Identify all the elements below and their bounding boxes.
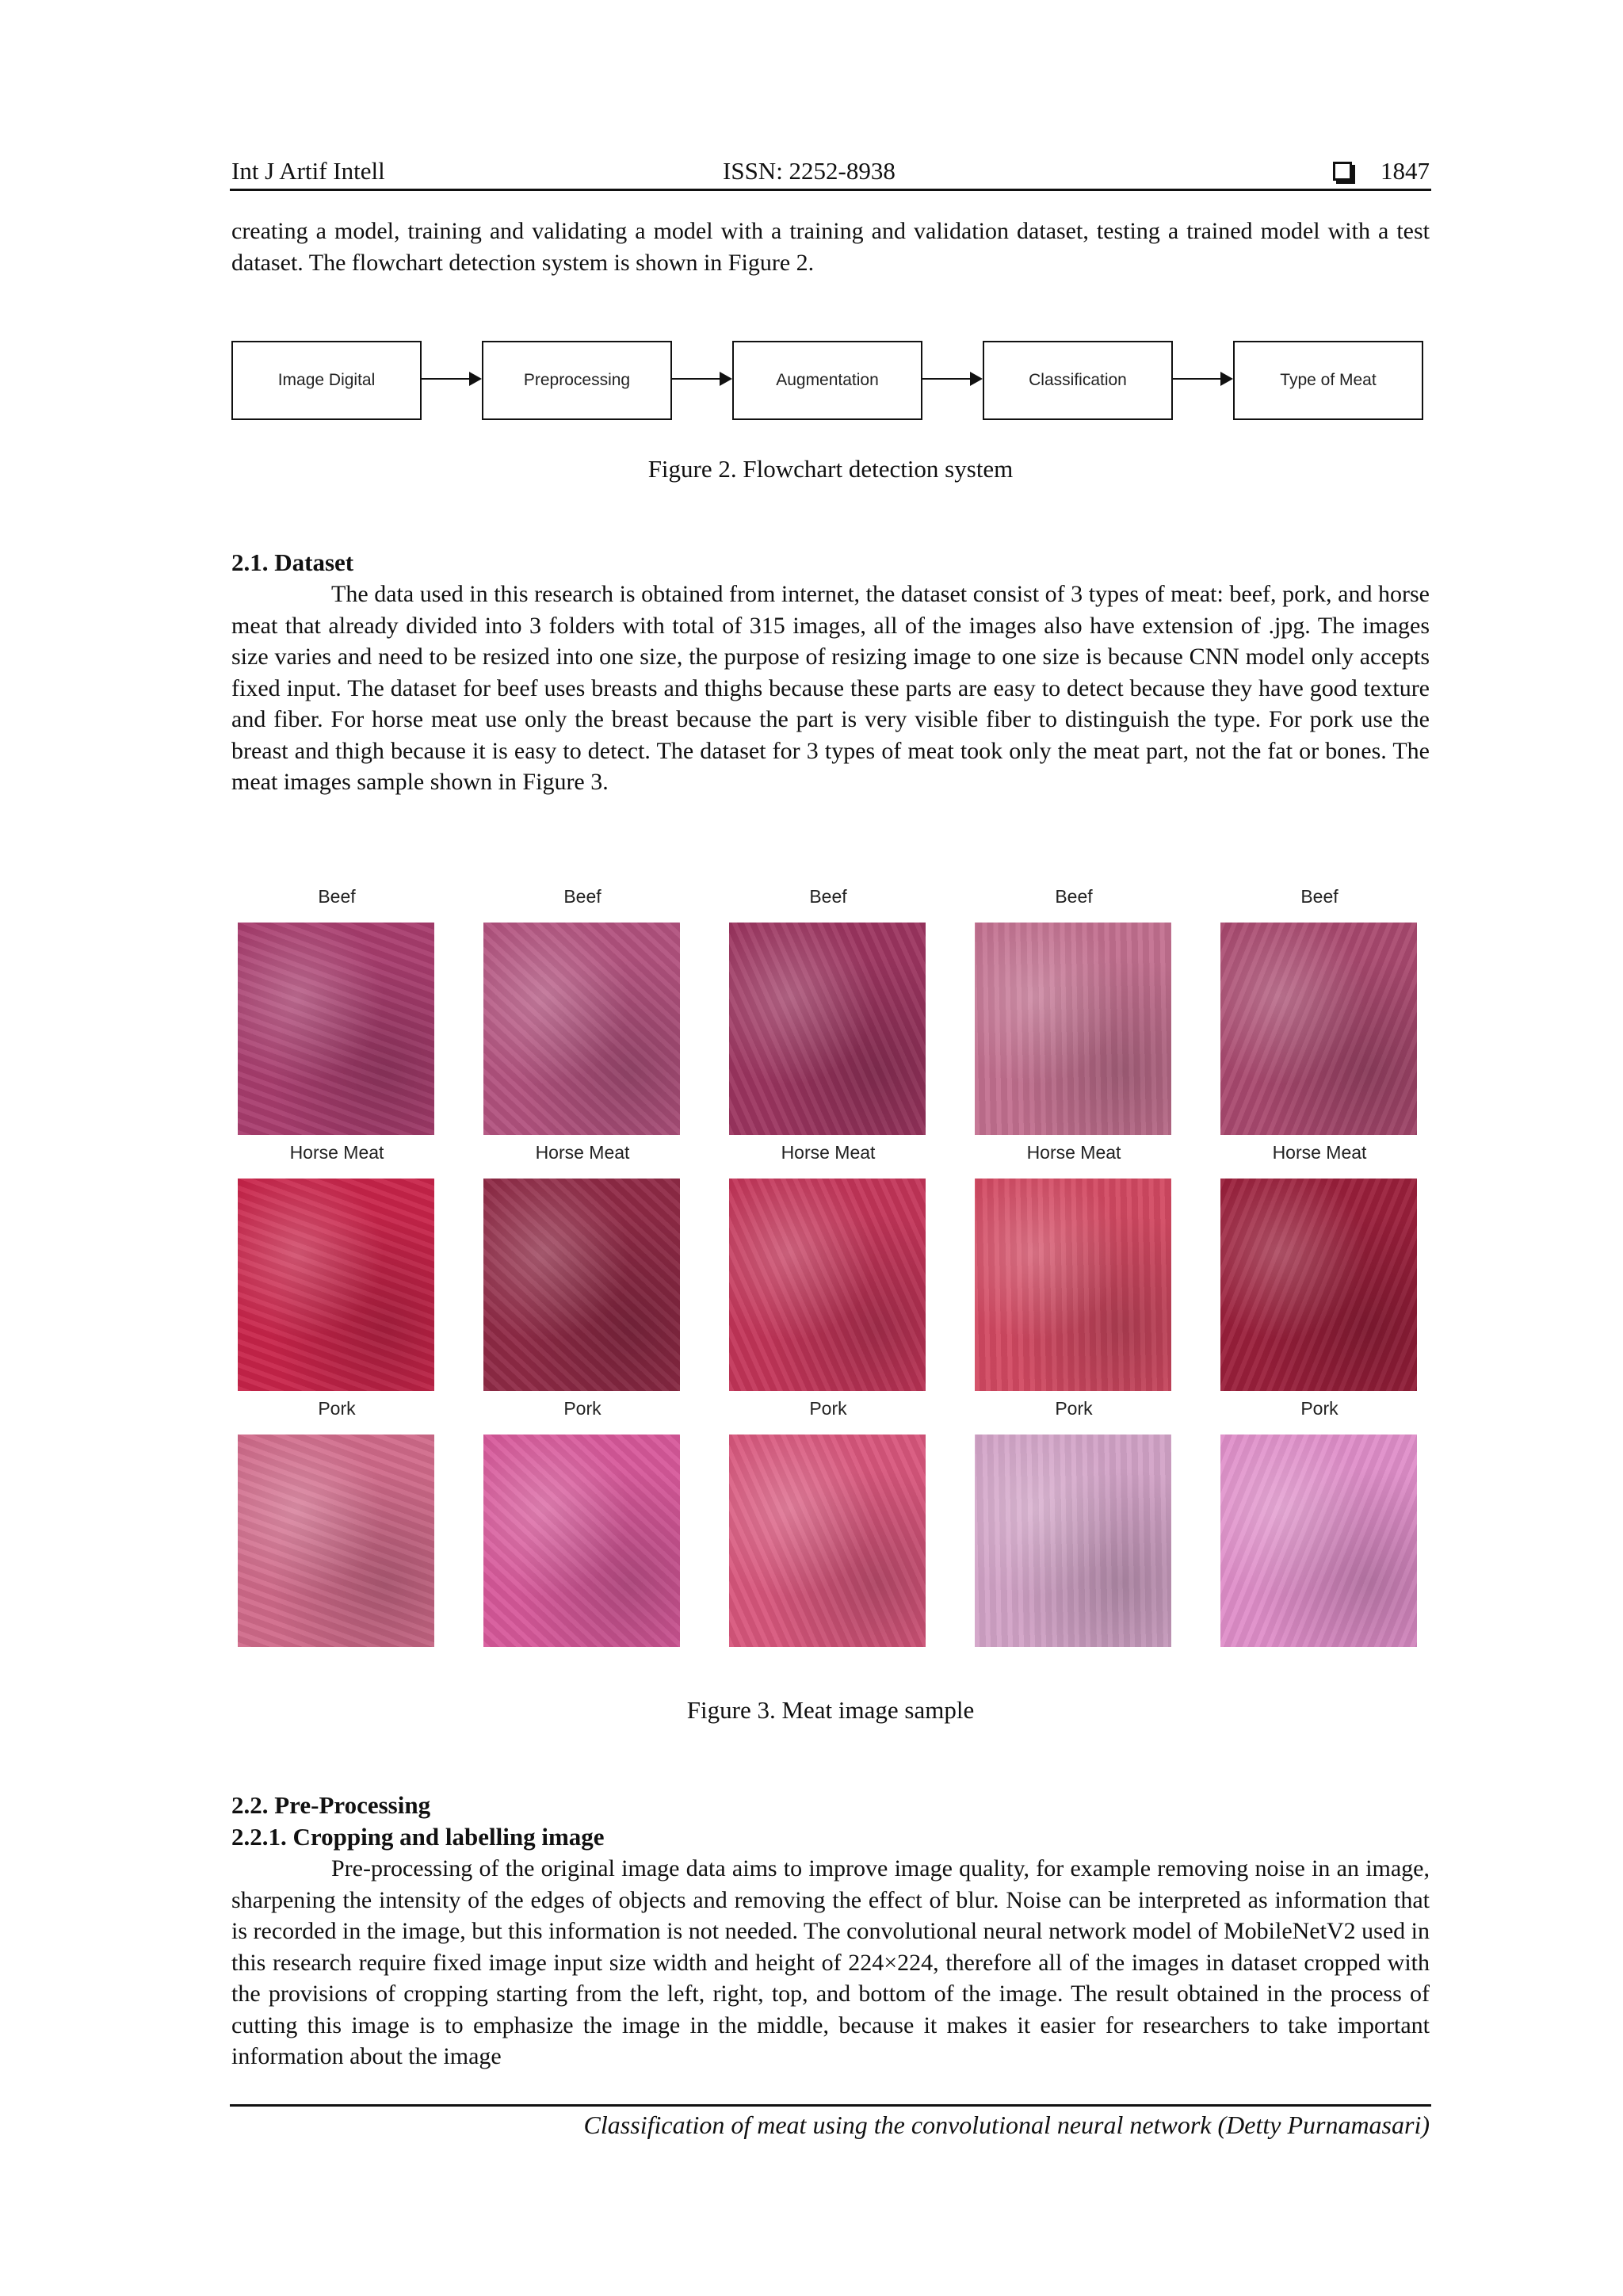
meat-sample-image [1220,923,1417,1135]
meat-sample-label: Pork [563,1398,601,1419]
flow-arrow [670,378,731,380]
footer-rule [230,2104,1431,2107]
flow-arrow [420,378,480,380]
preprocessing-paragraph: Pre-processing of the original image data aims to improve image quality, for example removing noise in an image, sharpening the intensity of the edges of objects and removing the effect of blur. Noise can be interpreted as information that is recorded in the image, but this information is not needed. The convolutional neural network model of MobileNetV2 used in this research require fixed image input size width and height of 224×224, therefore all of the images in dataset cropped with the provisions of cropping starting from the left, right, top, and bottom of the image. The result obtained in the process of cutting this image is to emphasize the image in the middle, because it makes it easier for researchers to take important information about the image [231,1855,1430,2069]
figure-2-caption: Figure 2. Flowchart detection system [647,455,1014,483]
running-header [231,155,1430,190]
meat-sample-label: Pork [809,1398,847,1419]
meat-sample-image [238,923,434,1135]
meat-sample-image [729,923,926,1135]
meat-sample-label: Horse Meat [535,1142,630,1163]
meat-sample-label: Beef [1055,886,1093,907]
square-bullet-icon [1333,162,1352,181]
meat-sample-label: Beef [1300,886,1338,907]
meat-sample-image [238,1179,434,1391]
flow-step-image-digital: Image Digital [231,341,422,420]
issn: ISSN: 2252-8938 [723,157,896,185]
meat-sample-image [483,1435,680,1647]
subsection-heading-cropping: 2.2.1. Cropping and labelling image [231,1823,605,1851]
figure-3-caption: Figure 3. Meat image sample [686,1696,975,1724]
journal-name: Int J Artif Intell [231,157,385,185]
meat-sample-label: Horse Meat [1272,1142,1367,1163]
intro-paragraph: creating a model, training and validating a model with a training and validation dataset, testing a trained model with a test dataset. The flowchart detection system is shown in Figure 2. [231,218,1430,276]
flow-step-type-of-meat: Type of Meat [1233,341,1423,420]
meat-sample-image [1220,1435,1417,1647]
flow-arrow [1171,378,1232,380]
meat-sample-label: Pork [318,1398,356,1419]
flowchart-figure [231,341,1430,420]
flow-step-augmentation: Augmentation [732,341,922,420]
meat-sample-image [975,1435,1171,1647]
meat-sample-image [238,1435,434,1647]
meat-sample-image [1220,1179,1417,1391]
meat-sample-image [483,923,680,1135]
meat-sample-label: Horse Meat [289,1142,384,1163]
section-heading-dataset: 2.1. Dataset [231,548,354,576]
meat-sample-label: Horse Meat [1026,1142,1121,1163]
meat-image-grid [231,886,1430,1663]
flow-step-preprocessing: Preprocessing [482,341,672,420]
meat-sample-label: Beef [809,886,847,907]
dataset-paragraph: The data used in this research is obtained from internet, the dataset consist of 3 types of meat: beef, pork, and horse meat that already divided into 3 folders with total of 315 images, all of the images also have extension of .jpg. The images size varies and need to be resized into one size, the purpose of resizing image to one size is because CNN model only accepts fixed input. The dataset for beef uses breasts and thighs because these parts are easy to detect because they have good texture and fiber. For horse meat use only the breast because the part is very visible fiber to distinguish the type. For pork use the breast and thigh because it is easy to detect. The dataset for 3 types of meat took only the meat part, not the fat or bones. The meat images sample shown in Figure 3. [231,581,1430,795]
meat-sample-image [975,923,1171,1135]
meat-sample-image [729,1179,926,1391]
flow-step-classification: Classification [983,341,1173,420]
running-footer: Classification of meat using the convolutional neural network (Detty Purnamasari) [583,2111,1430,2139]
meat-sample-label: Beef [318,886,356,907]
meat-sample-label: Pork [1300,1398,1338,1419]
meat-sample-image [729,1435,926,1647]
flow-arrow [921,378,981,380]
meat-sample-label: Horse Meat [781,1142,876,1163]
meat-sample-image [483,1179,680,1391]
meat-sample-label: Pork [1055,1398,1093,1419]
header-rule [230,189,1431,191]
section-heading-preprocessing: 2.2. Pre-Processing [231,1791,431,1819]
meat-sample-label: Beef [563,886,601,907]
meat-sample-image [975,1179,1171,1391]
page-number: 1847 [1381,157,1430,185]
